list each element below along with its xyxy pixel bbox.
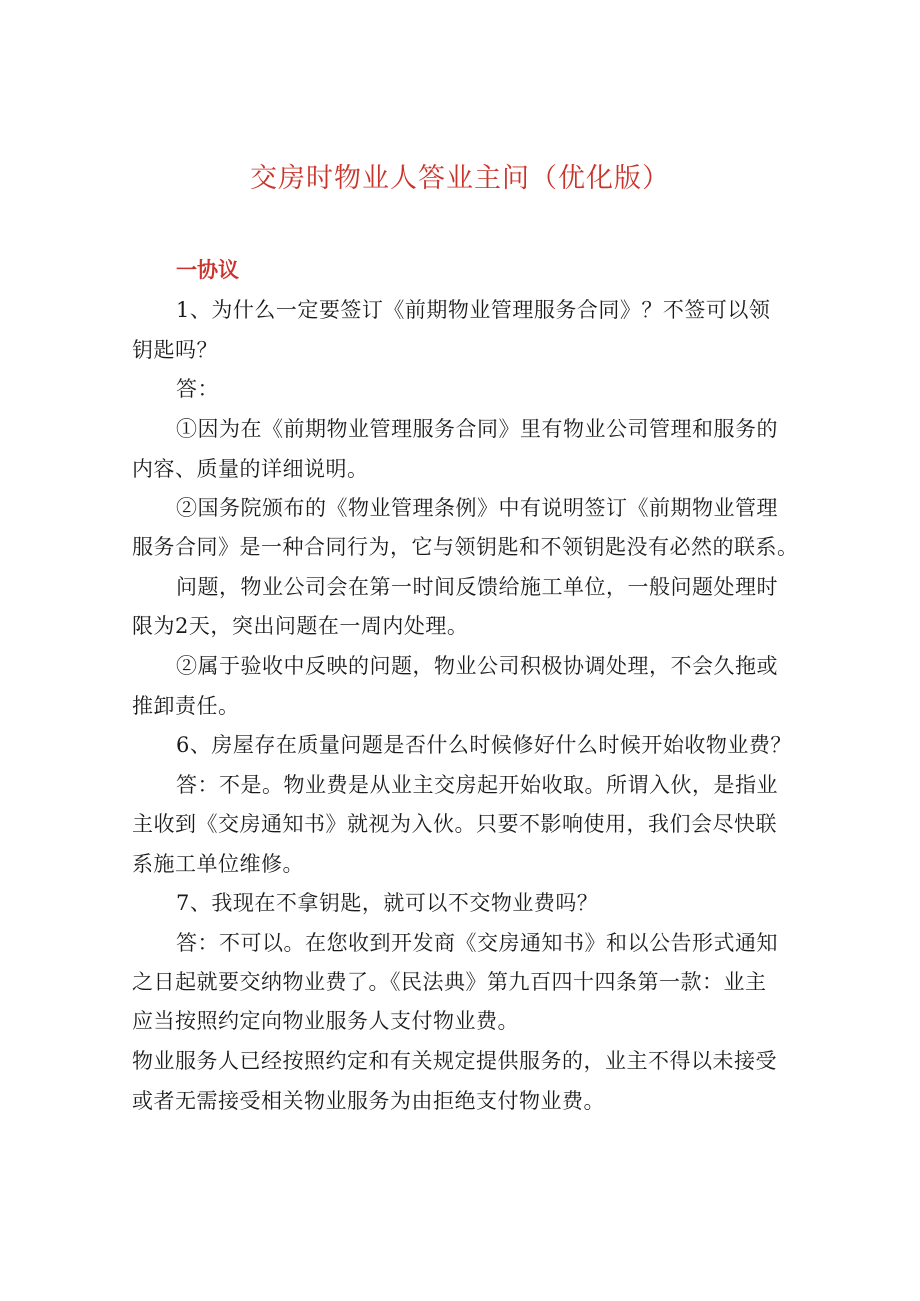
paragraph-line: 1、为什么一定要签订《前期物业管理服务合同》？不签可以领 bbox=[176, 298, 771, 322]
paragraph-line: 限为2天，突出问题在一周内处理。 bbox=[132, 614, 469, 638]
paragraph-line: 推卸责任。 bbox=[132, 694, 240, 718]
paragraph-line: ②属于验收中反映的问题，物业公司积极协调处理，不会久拖或 bbox=[176, 654, 778, 678]
paragraph-line: 主收到《交房通知书》就视为入伙。只要不影响使用，我们会尽快联 bbox=[132, 812, 777, 836]
paragraph-line: 答：不是。物业费是从业主交房起开始收取。所谓入伙，是指业 bbox=[176, 773, 778, 797]
paragraph-line: 或者无需接受相关物业服务为由拒绝支付物业费。 bbox=[132, 1089, 605, 1113]
paragraph-line: ②国务院颁布的《物业管理条例》中有说明签订《前期物业管理 bbox=[176, 496, 778, 520]
paragraph-line: 之日起就要交纳物业费了。《民法典》第九百四十四条第一款：业主 bbox=[132, 970, 767, 994]
paragraph-line: 钥匙吗？ bbox=[132, 338, 218, 362]
paragraph-line: 问题，物业公司会在第一时间反馈给施工单位，一般问题处理时 bbox=[176, 575, 778, 599]
paragraph-line: 系施工单位维修。 bbox=[132, 852, 304, 876]
paragraph-line: 7、我现在不拿钥匙，就可以不交物业费吗？ bbox=[176, 891, 599, 915]
paragraph-line: ①因为在《前期物业管理服务合同》里有物业公司管理和服务的 bbox=[176, 417, 778, 441]
document-title: 交房时物业人答业主问（优化版） bbox=[250, 163, 670, 194]
paragraph-line: 6、房屋存在质量问题是否什么时候修好什么时候开始收物业费？ bbox=[176, 733, 792, 757]
paragraph-line: 内容、质量的详细说明。 bbox=[132, 457, 369, 481]
section-heading: 一协议 bbox=[176, 258, 239, 282]
paragraph-line: 答：不可以。在您收到开发商《交房通知书》和以公告形式通知 bbox=[176, 931, 778, 955]
paragraph-line: 服务合同》是一种合同行为，它与领钥匙和不领钥匙没有必然的联系。 bbox=[132, 535, 799, 559]
paragraph-line: 应当按照约定向物业服务人支付物业费。 bbox=[132, 1009, 519, 1033]
paragraph-line: 物业服务人已经按照约定和有关规定提供服务的，业主不得以未接受 bbox=[132, 1049, 777, 1073]
paragraph-line: 答： bbox=[176, 377, 219, 401]
